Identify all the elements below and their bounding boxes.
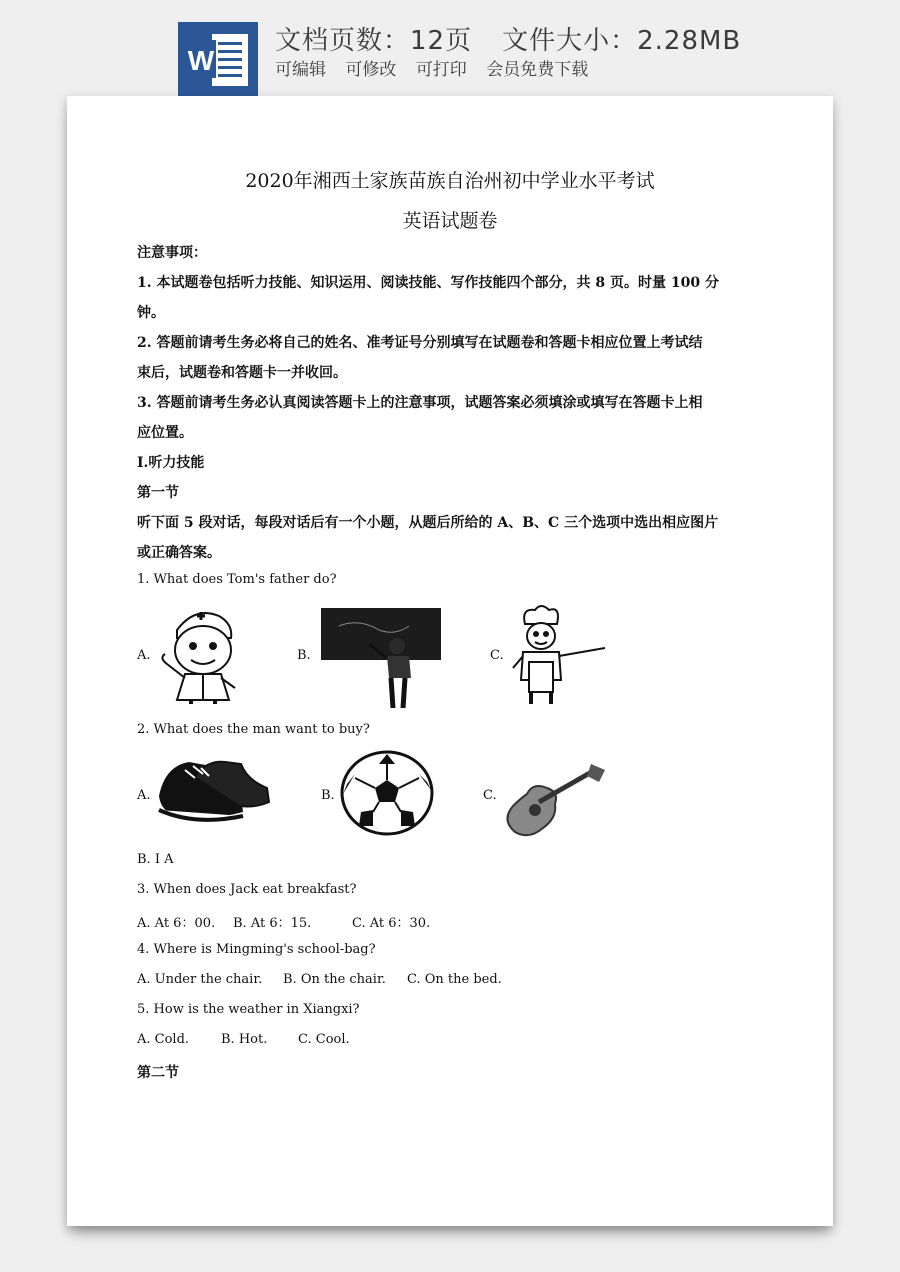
word-document-icon (178, 22, 258, 96)
q2-option-b-label: B. (321, 788, 335, 803)
q4-option-b: B. On the chair. (283, 972, 386, 987)
svg-text:W: W (187, 45, 215, 76)
q5-option-c: C. Cool. (298, 1032, 350, 1047)
file-info-banner (0, 0, 900, 96)
soccer-ball-image (339, 750, 435, 836)
feature-tags (275, 55, 598, 80)
notice-1-line1: 1. 本试题卷包括听力技能、知识运用、阅读技能、写作技能四个部分，共 8 页。时量 100 分 (137, 275, 719, 291)
file-meta (275, 20, 741, 57)
q4-option-c: C. On the bed. (407, 972, 502, 987)
question-1: 1. What does Tom's father do? (137, 572, 337, 587)
q1-option-a-label: A. (137, 648, 151, 663)
guitar-image (499, 760, 609, 840)
exam-title: 2020年湘西土家族苗族自治州初中学业水平考试 (245, 170, 655, 192)
answer-note: B. I A (137, 852, 174, 867)
teacher-blackboard-image (319, 606, 444, 710)
question-3: 3. When does Jack eat breakfast? (137, 882, 357, 897)
question-2: 2. What does the man want to buy? (137, 722, 370, 737)
tag-free-download: 会员免费下载 (486, 60, 589, 80)
q3-option-c: C. At 6：30. (352, 916, 431, 931)
notice-2-line2: 束后，试题卷和答题卡一并收回。 (137, 365, 347, 381)
notice-2-line1: 2. 答题前请考生务必将自己的姓名、准考证号分别填写在试题卷和答题卡相应位置上考试结 (137, 335, 703, 351)
tag-printable: 可打印 (415, 60, 467, 80)
q5-option-a: A. Cold. (137, 1032, 190, 1047)
page-count: 文档页数：12页 (275, 26, 473, 56)
q2-option-c-label: C. (483, 788, 497, 803)
section-listening: I.听力技能 (137, 455, 205, 471)
exam-subtitle: 英语试题卷 (402, 210, 498, 232)
q1-option-b-label: B. (297, 648, 311, 663)
notice-3-line1: 3. 答题前请考生务必认真阅读答题卡上的注意事项，试题答案必须填涂或填写在答题卡上相 (137, 395, 703, 411)
q5-option-b: B. Hot. (221, 1032, 268, 1047)
tag-modifiable: 可修改 (345, 60, 397, 80)
chef-image (509, 602, 609, 706)
notice-heading: 注意事项： (137, 245, 207, 261)
question-5: 5. How is the weather in Xiangxi? (137, 1002, 360, 1017)
doctor-image (155, 602, 253, 706)
notice-1-line2: 钟。 (137, 305, 165, 321)
q4-option-a: A. Under the chair. (137, 972, 263, 987)
question-4: 4. Where is Mingming's school-bag? (137, 942, 376, 957)
document-page (67, 96, 833, 1226)
file-size: 文件大小：2.28MB (502, 26, 742, 56)
notice-3-line2: 应位置。 (137, 425, 193, 441)
q1-option-c-label: C. (490, 648, 504, 663)
instruction-line1: 听下面 5 段对话，每段对话后有一个小题，从题后所给的 A、B、C 三个选项中选出相应图片 (137, 515, 719, 531)
tag-editable: 可编辑 (275, 60, 326, 80)
part-one-heading: 第一节 (137, 485, 179, 501)
q2-option-a-label: A. (137, 788, 151, 803)
q3-option-b: B. At 6：15. (233, 916, 312, 931)
q3-option-a: A. At 6：00. (137, 916, 216, 931)
sneakers-image (155, 756, 273, 828)
instruction-line2: 或正确答案。 (137, 545, 221, 561)
part-two-heading: 第二节 (137, 1065, 179, 1081)
